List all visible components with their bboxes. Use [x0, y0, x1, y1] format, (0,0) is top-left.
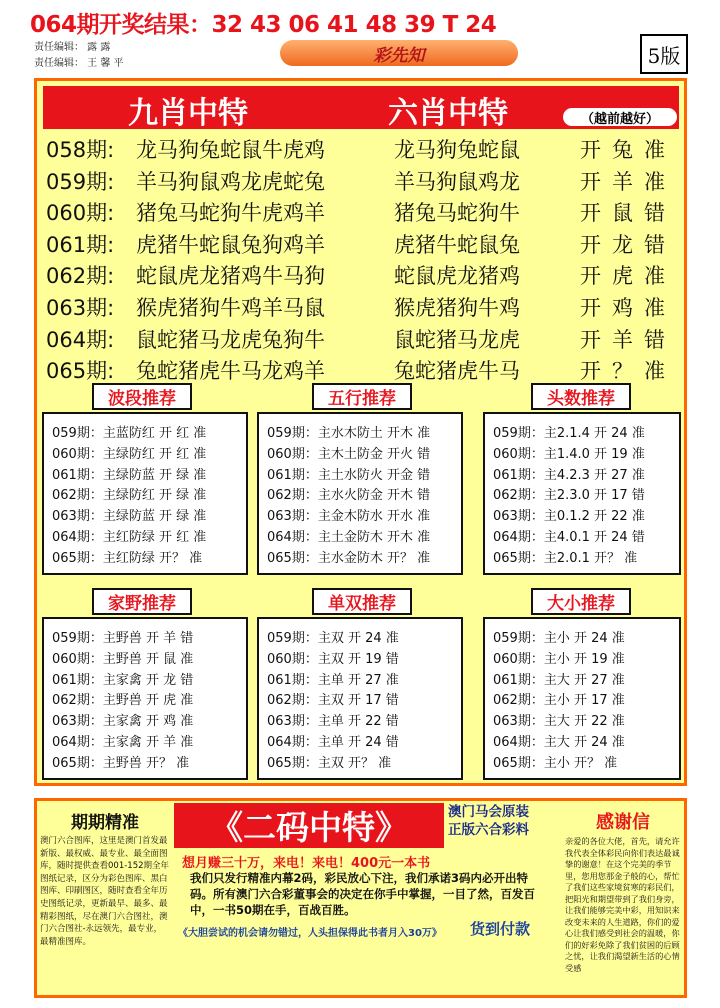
- open-zodiac: 鸡: [612, 296, 633, 320]
- section-box-wave: [42, 412, 248, 575]
- issue-label: 065期:: [46, 359, 115, 384]
- macau-label: [448, 803, 529, 839]
- open-zodiac: 鼠: [612, 201, 633, 226]
- nine-zodiac-text: 猪兔马蛇狗牛虎鸡羊: [136, 201, 325, 226]
- open-label: 开: [580, 264, 601, 289]
- result-mark: 准: [644, 296, 665, 320]
- open-label: 开: [580, 169, 601, 194]
- brand-pill: 彩先知: [280, 40, 518, 66]
- section-row: 064期：主大 开 24 准: [493, 735, 625, 750]
- headline: 064期开奖结果：32 43 06 41 48 39 T 24: [30, 12, 497, 38]
- nine-zodiac-text: 龙马狗兔蛇鼠牛虎鸡: [136, 138, 325, 162]
- six-zodiac-text: 猪兔马蛇狗牛: [394, 201, 520, 226]
- section-row: 062期：主双 开 17 错: [267, 693, 399, 709]
- issue-label: 058期:: [46, 138, 115, 162]
- subtitle-pill: （越前越好）: [563, 108, 677, 126]
- section-row: 063期：主金木防水 开水 准: [267, 509, 431, 525]
- section-row: 064期：主土金防木 开木 准: [267, 530, 431, 545]
- section-row: 062期：主绿防红 开 绿 准: [52, 488, 207, 504]
- macau-line-1: 澳门马会原装: [448, 804, 529, 820]
- nine-zodiac-text: 蛇鼠虎龙猪鸡牛马狗: [136, 264, 325, 289]
- section-row: 062期：主水火防金 开木 错: [267, 488, 431, 504]
- result-mark: 错: [644, 232, 665, 257]
- nine-zodiac-text: 猴虎猪狗牛鸡羊马鼠: [136, 296, 325, 320]
- section-row: 059期：主蓝防红 开 红 准: [52, 426, 207, 441]
- section-box-domestic: [42, 617, 248, 780]
- result-mark: 错: [644, 201, 665, 226]
- section-row: 061期：主家禽 开 龙 错: [52, 672, 194, 688]
- section-title-head: 头数推荐: [531, 383, 631, 410]
- section-row: 060期：主双 开 19 错: [267, 651, 399, 667]
- nine-zodiac-text: 羊马狗鼠鸡龙虎蛇兔: [136, 169, 325, 194]
- issue-label: 063期:: [46, 296, 115, 320]
- section-row: 059期：主2.1.4 开 24 准: [493, 426, 645, 441]
- open-label: 开: [580, 296, 601, 320]
- earn-headline: 想月赚三十万，来电！来电！400元一本书: [182, 856, 431, 871]
- six-zodiac-text: 鼠蛇猪马龙虎: [394, 327, 520, 352]
- section-row: 061期：主单 开 27 准: [267, 672, 399, 688]
- section-row: 064期：主单 开 24 错: [267, 735, 399, 750]
- six-zodiac-text: 蛇鼠虎龙猪鸡: [394, 264, 520, 289]
- open-zodiac: 羊: [612, 327, 633, 352]
- section-box-wuxing: [257, 412, 463, 575]
- open-zodiac: 龙: [612, 232, 633, 257]
- six-zodiac-text: 龙马狗兔蛇鼠: [394, 138, 520, 162]
- issue-label: 060期:: [46, 201, 115, 226]
- section-row: 062期：主小 开 17 准: [493, 693, 625, 709]
- open-label: 开: [580, 138, 601, 162]
- section-box-size: [483, 617, 681, 780]
- issue-label: 059期:: [46, 169, 115, 194]
- open-zodiac: ？: [612, 359, 633, 384]
- section-row: 060期：主小 开 19 准: [493, 651, 625, 667]
- nine-zodiac-text: 虎猪牛蛇鼠兔狗鸡羊: [136, 232, 325, 257]
- editor-line-1: 责任编辑： 露 露: [34, 42, 111, 53]
- cod-label: 货到付款: [470, 920, 531, 938]
- result-mark: 准: [644, 138, 665, 162]
- six-zodiac-text: 虎猪牛蛇鼠兔: [394, 232, 520, 257]
- section-row: 064期：主4.0.1 开 24 错: [493, 530, 645, 545]
- section-row: 064期：主红防绿 开 红 准: [52, 530, 207, 545]
- section-box-head: [483, 412, 681, 575]
- section-row: 059期：主双 开 24 准: [267, 631, 399, 646]
- title-nine-zodiac: 九肖中特: [128, 96, 248, 131]
- section-row: 063期：主0.1.2 开 22 准: [493, 509, 645, 525]
- section-row: 062期：主2.3.0 开 17 错: [493, 488, 645, 504]
- section-title-size: 大小推荐: [531, 588, 631, 615]
- open-label: 开: [580, 327, 601, 352]
- nine-zodiac-text: 兔蛇猪虎牛马龙鸡羊: [136, 359, 325, 384]
- section-row: 062期：主野兽 开 虎 准: [52, 693, 194, 709]
- erma-banner: 《二码中特》: [174, 803, 444, 848]
- thanks-title: 感谢信: [596, 812, 650, 833]
- title-six-zodiac: 六肖中特: [388, 96, 508, 131]
- open-label: 开: [580, 201, 601, 226]
- section-row: 063期：主单 开 22 错: [267, 714, 399, 730]
- section-row: 061期：主绿防蓝 开 绿 准: [52, 467, 207, 483]
- section-row: 059期：主小 开 24 准: [493, 631, 625, 646]
- section-row: 060期：主绿防红 开 红 准: [52, 446, 207, 462]
- issue-label: 061期:: [46, 232, 115, 257]
- section-row: 065期：主小 开？ 准: [493, 755, 618, 771]
- section-row: 063期：主家禽 开 鸡 准: [52, 714, 194, 730]
- issue-label: 062期:: [46, 264, 115, 289]
- thanks-body: 亲爱的各位大佬，首先，请允许我代表全体彩民向你们表达最诚挚的谢意！在这个完美的季节里，您用您那金子般的心，帮忙了我们这些家境贫寒的彩民们，把阳光和期望带到了我们身旁，让我们能够完美中彩，用知识来改变未来的人生道路，你们的爱心让我们感受到社会的温暖，你们的好彩免除了我们贫困的后顾之忧，让我们渴望新生活的心情受感: [565, 836, 680, 973]
- section-title-wave: 波段推荐: [92, 383, 192, 410]
- result-mark: 错: [644, 327, 665, 352]
- section-row: 065期：主野兽 开？ 准: [52, 755, 190, 771]
- open-label: 开: [580, 359, 601, 384]
- section-row: 061期：主土水防火 开金 错: [267, 467, 431, 483]
- section-row: 059期：主水木防土 开木 准: [267, 426, 431, 441]
- bottom-note: 《大胆尝试的机会请勿错过，人头担保得此书者月入30万》: [178, 928, 442, 939]
- page-number: 5版: [640, 34, 688, 74]
- section-row: 065期：主双 开？ 准: [267, 755, 392, 771]
- section-row: 060期：主1.4.0 开 19 准: [493, 446, 645, 462]
- qiqi-body: 澳门六合图库，这里是澳门首发最新版、最权威、最专业、最全面图库，随时提供查看001-152期全年图纸记录，区分为彩色图库、黑白图库、印刷图区，随时查看全年历史图纸记录，更新最早、最多、最精彩图纸，尽在澳门六合图社，澳门六合图社-永远领先，最专业，最精准图库。: [40, 836, 170, 947]
- result-mark: 准: [644, 169, 665, 194]
- open-zodiac: 虎: [612, 264, 633, 289]
- open-zodiac: 兔: [612, 138, 633, 162]
- section-row: 060期：主野兽 开 鼠 准: [52, 651, 194, 667]
- nine-zodiac-text: 鼠蛇猪马龙虎兔狗牛: [136, 327, 325, 352]
- section-row: 063期：主绿防蓝 开 绿 准: [52, 509, 207, 525]
- section-row: 060期：主木土防金 开火 错: [267, 446, 431, 462]
- six-zodiac-text: 猴虎猪狗牛鸡: [394, 296, 520, 320]
- qiqi-title: 期期精准: [71, 813, 139, 833]
- section-title-domestic: 家野推荐: [92, 588, 192, 615]
- section-row: 059期：主野兽 开 羊 错: [52, 631, 194, 646]
- open-label: 开: [580, 232, 601, 257]
- open-zodiac: 羊: [612, 169, 633, 194]
- section-title-odd-even: 单双推荐: [312, 588, 412, 615]
- section-box-odd-even: [257, 617, 463, 780]
- section-row: 063期：主大 开 22 准: [493, 714, 625, 730]
- section-row: 061期：主4.2.3 开 27 准: [493, 467, 645, 483]
- six-zodiac-text: 羊马狗鼠鸡龙: [394, 169, 520, 194]
- section-title-wuxing: 五行推荐: [312, 383, 412, 410]
- macau-line-2: 正版六合彩料: [448, 822, 529, 838]
- editor-line-2: 责任编辑： 王 馨 平: [34, 58, 124, 69]
- section-row: 061期：主大 开 27 准: [493, 672, 625, 688]
- promo-text: 我们只发行精准内幕2码，彩民放心下注，我们承诺3码内必开出特码。所有澳门六合彩董事会的决定在你手中掌握，一目了然，百发百中，一书50期在手，百战百胜。: [190, 871, 535, 917]
- result-mark: 准: [644, 359, 665, 384]
- issue-label: 064期:: [46, 327, 115, 352]
- section-row: 065期：主2.0.1 开？ 准: [493, 550, 638, 566]
- section-row: 065期：主水金防木 开？ 准: [267, 550, 431, 566]
- result-mark: 准: [644, 264, 665, 289]
- section-row: 065期：主红防绿 开？ 准: [52, 550, 203, 566]
- six-zodiac-text: 兔蛇猪虎牛马: [394, 359, 520, 384]
- section-row: 064期：主家禽 开 羊 准: [52, 735, 194, 750]
